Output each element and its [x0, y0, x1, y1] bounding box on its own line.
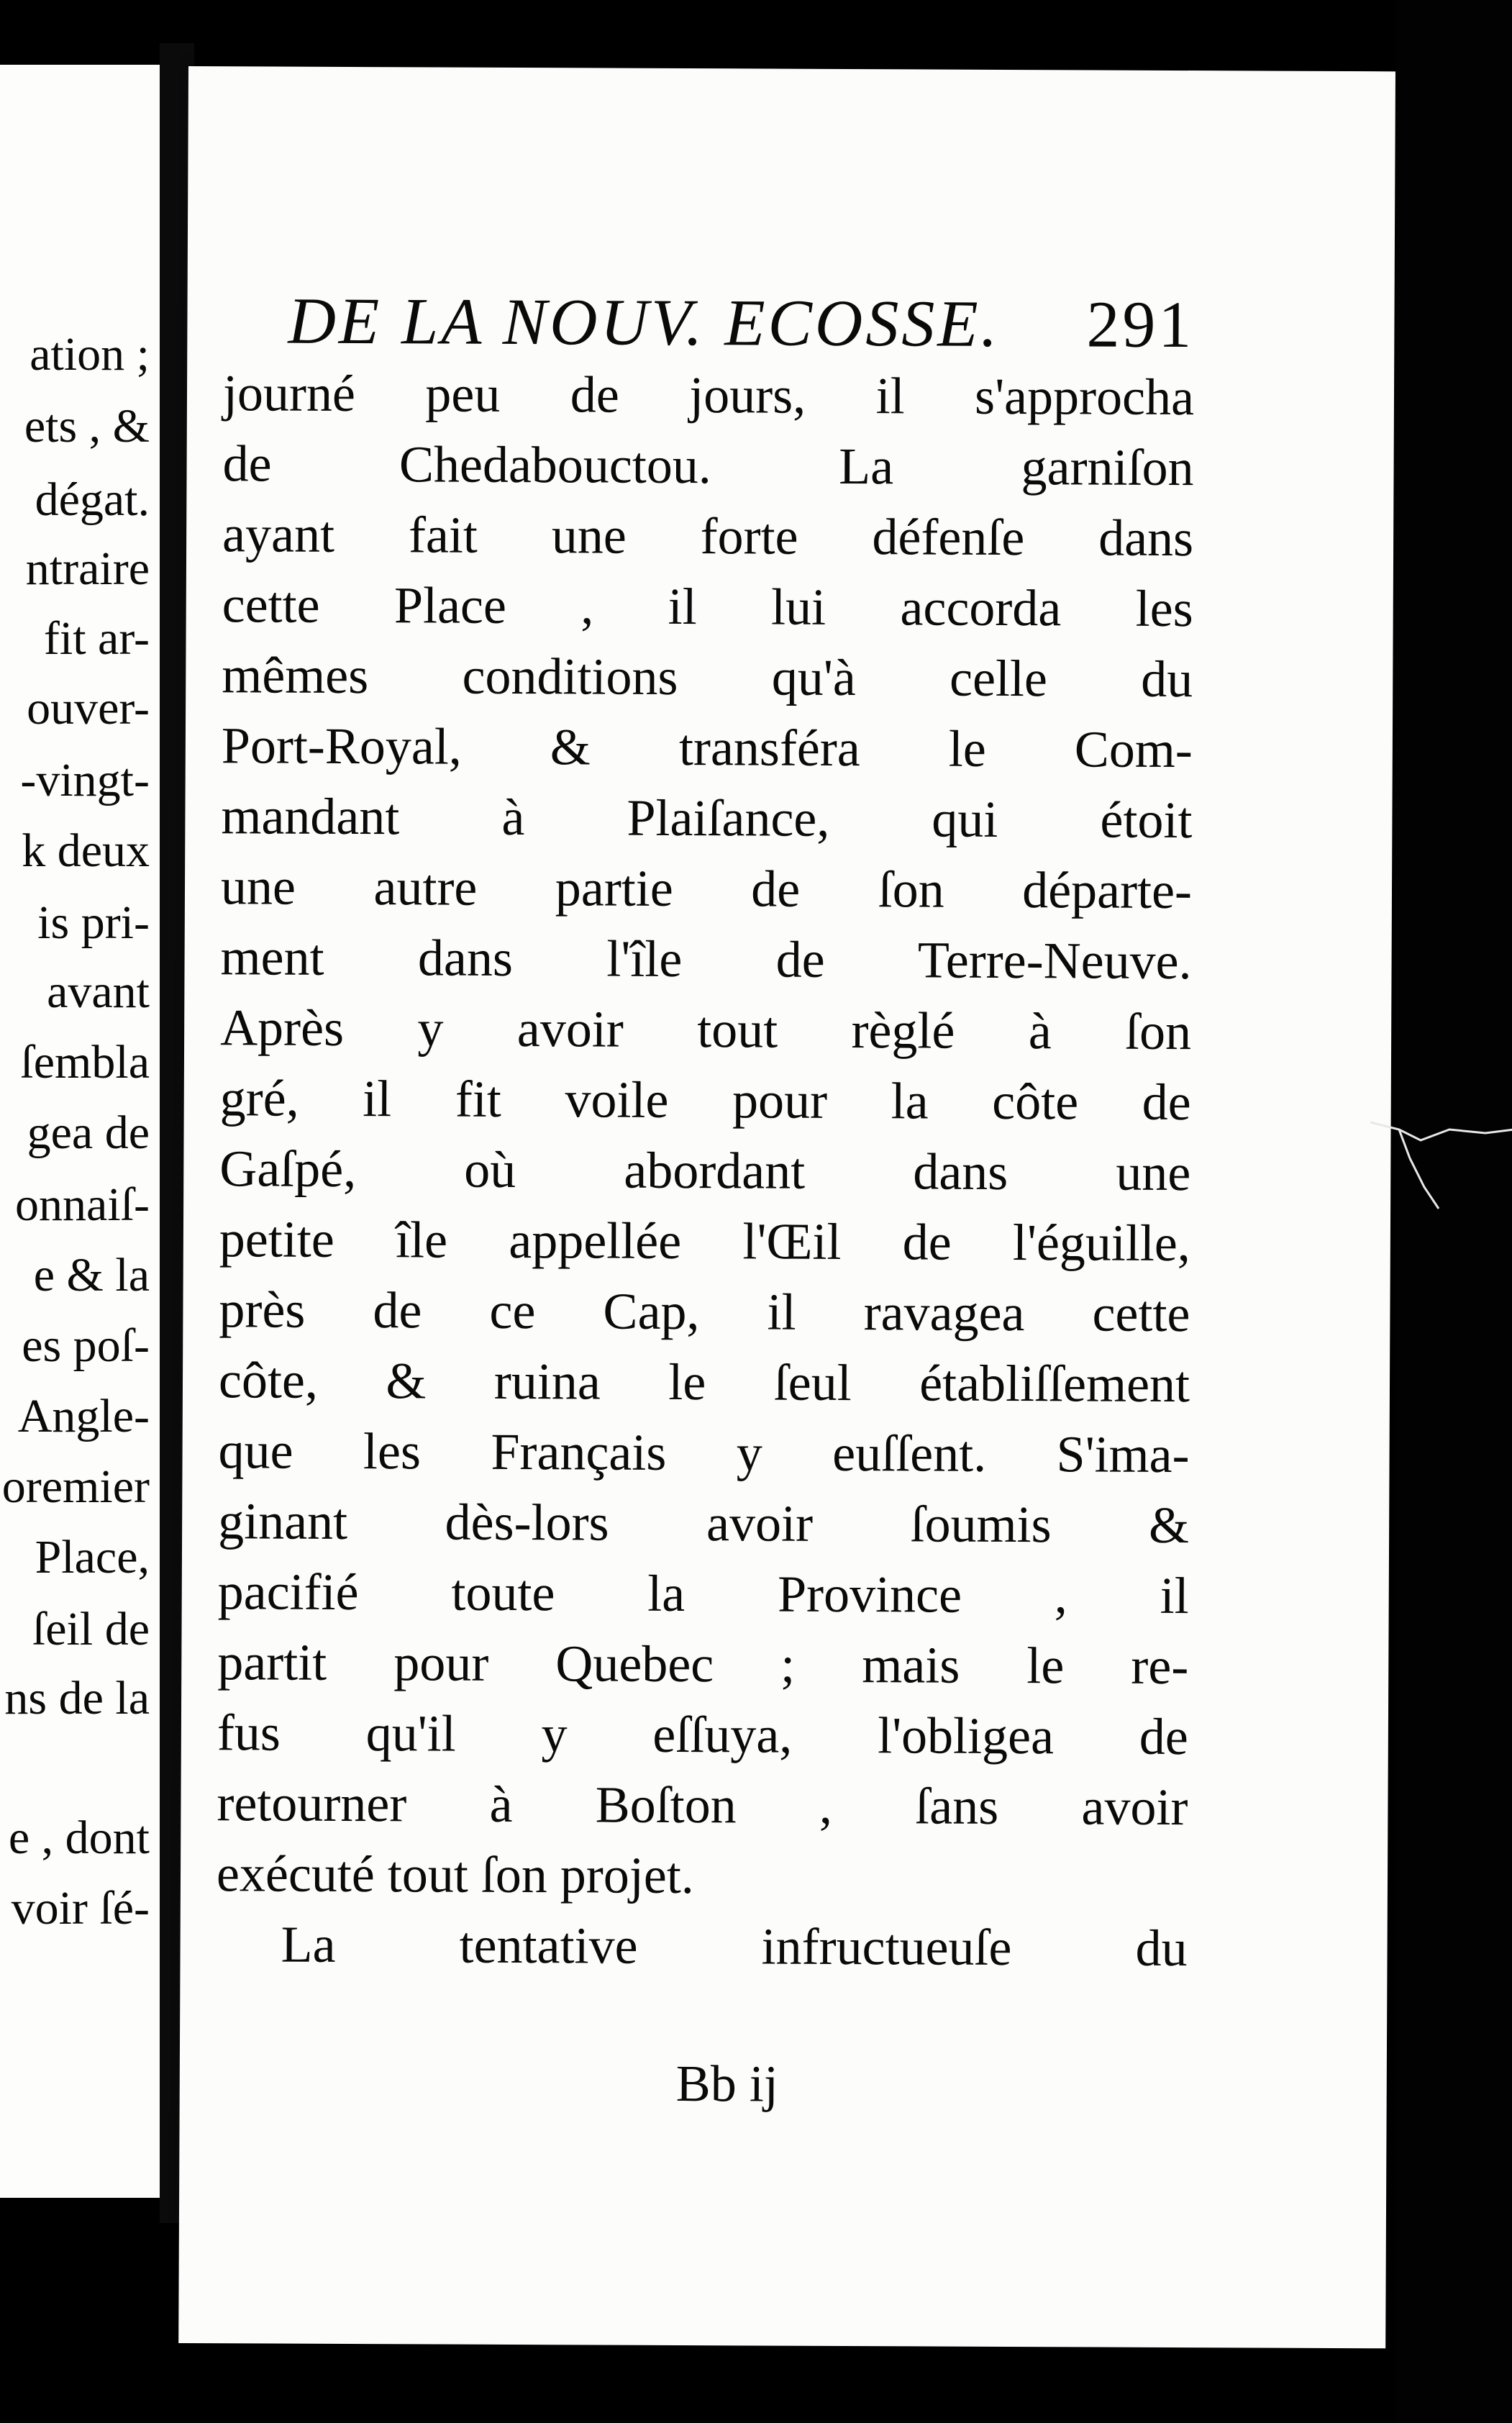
text-line: près de ce Cap, il ravagea cette — [219, 1281, 1190, 1343]
text-line: Après y avoir tout règlé à ſon — [219, 999, 1192, 1061]
left-line: Place, — [35, 1531, 150, 1583]
left-line: ouver- — [27, 682, 150, 735]
text-line: ginant dès-lors avoir ſoumis & — [218, 1492, 1190, 1555]
text-line: mandant à Plaiſance, qui étoit — [221, 787, 1193, 850]
text-line: cette Place , il lui accorda les — [222, 576, 1193, 638]
text-line: journé peu de jours, il s'approcha — [222, 364, 1195, 427]
text-line: ment dans l'île de Terre-Neuve. — [220, 928, 1192, 991]
running-head-title: DE LA NOUV. ECOSSE. — [288, 283, 1001, 360]
right-page — [178, 66, 1395, 2348]
text-line: petite île appellée l'Œil de l'éguille, — [219, 1210, 1191, 1273]
page-number: 291 — [1086, 287, 1195, 362]
text-line: Port-Royal, & transféra le Com- — [221, 717, 1193, 779]
left-line: ſembla — [20, 1036, 150, 1088]
text-line: mêmes conditions qu'à celle du — [222, 646, 1193, 709]
left-line: ation ; — [29, 328, 150, 381]
left-line: onnaiſ- — [15, 1178, 150, 1231]
left-line: Angle- — [17, 1390, 150, 1442]
left-line: voir ſé- — [11, 1882, 150, 1935]
signature-mark: Bb ij — [675, 2054, 778, 2113]
left-line: is pri- — [37, 896, 150, 949]
left-line: es poſ- — [22, 1319, 150, 1372]
text-line: de Chedabouctou. La garniſon — [222, 435, 1194, 497]
text-line: partit pour Quebec ; mais le re- — [217, 1633, 1189, 1696]
left-line: ets , & — [24, 400, 150, 453]
left-line: avant — [47, 965, 150, 1018]
left-line: -vingt- — [20, 754, 150, 806]
text-line: une autre partie de ſon départe- — [220, 858, 1193, 920]
paper-crack-mark — [1370, 1108, 1512, 1252]
text-line: que les Français y euſſent. S'ima- — [218, 1422, 1190, 1484]
text-line: gré, il fit voile pour la côte de — [219, 1069, 1191, 1132]
text-line: Gaſpé, où abordant dans une — [219, 1140, 1191, 1202]
left-line: dégat. — [35, 473, 150, 526]
paragraph-start-line: La tentative infructueuſe du — [281, 1915, 1188, 1978]
text-line: retourner à Boſton , ſans avoir — [217, 1774, 1188, 1837]
left-line: oremier — [1, 1460, 150, 1513]
text-line: fus qu'il y eſſuya, l'obligea de — [217, 1704, 1189, 1766]
body-text — [216, 358, 1194, 1983]
left-line: gea de — [27, 1106, 150, 1159]
left-line: ntraire — [25, 542, 150, 595]
left-line: k deux — [22, 824, 150, 877]
text-line: ayant fait une forte défenſe dans — [222, 505, 1194, 568]
text-line: côte, & ruina le ſeul établiſſement — [218, 1351, 1190, 1414]
left-line: e , dont — [8, 1811, 150, 1864]
text-line: pacifié toute la Province , il — [217, 1563, 1189, 1625]
left-page-fragment — [0, 65, 160, 2198]
running-head — [288, 283, 1194, 363]
left-line: e & la — [33, 1249, 150, 1301]
left-line: ſeil de — [32, 1603, 150, 1655]
left-line: fit ar- — [43, 612, 150, 665]
text-line: exécuté tout ſon projet. — [216, 1845, 695, 1905]
left-line: ns de la — [4, 1672, 150, 1724]
